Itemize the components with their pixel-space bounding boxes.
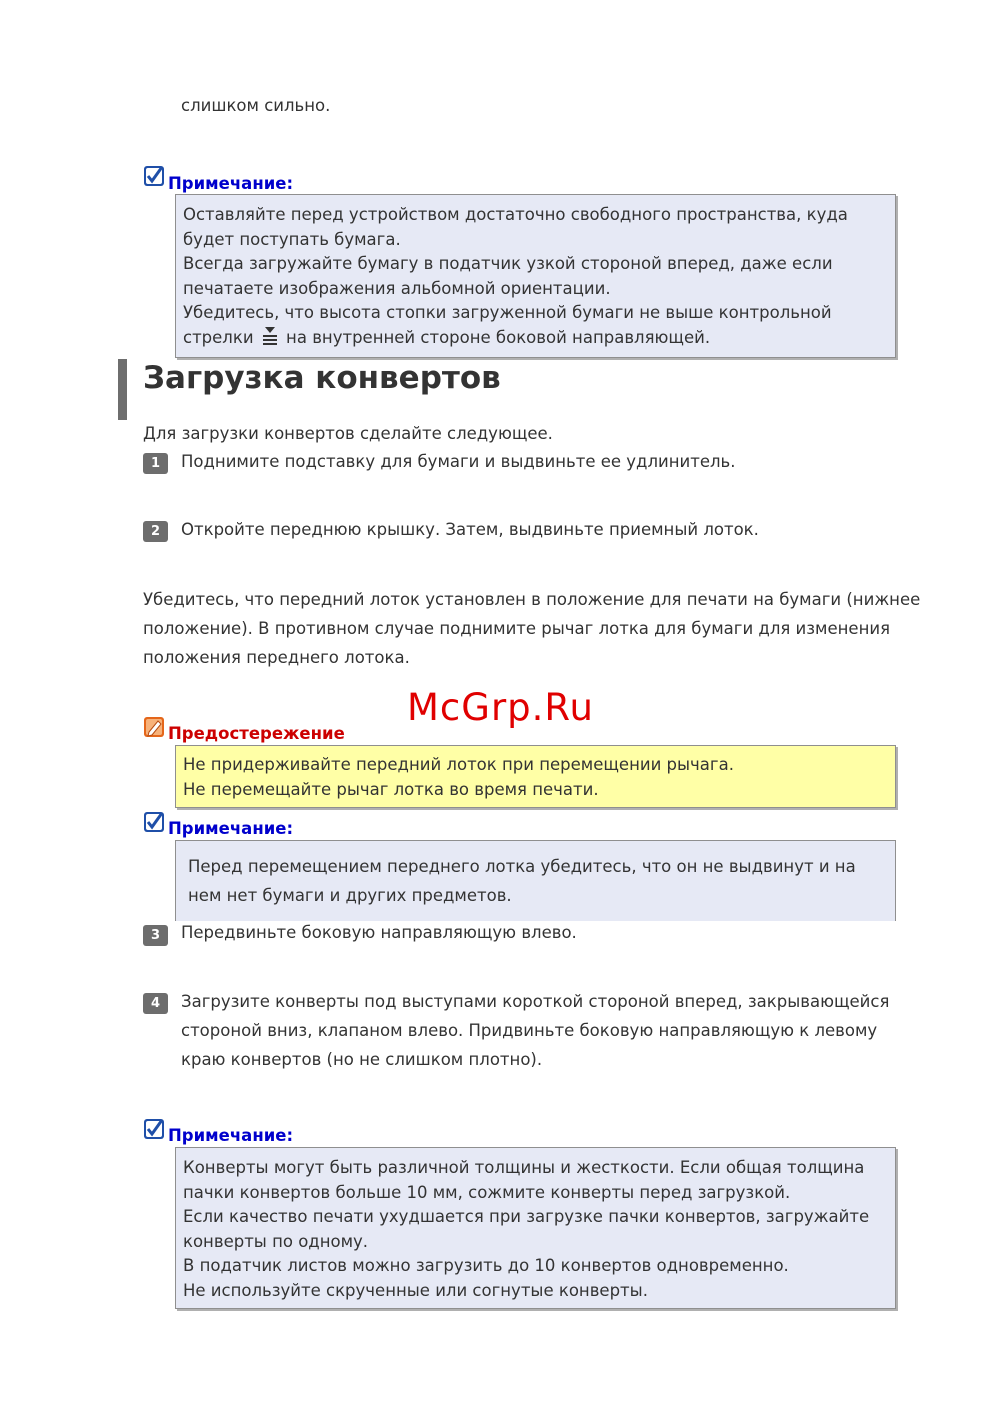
paragraph-line: Убедитесь, что передний лоток установлен в положение для печати на бумаги (нижнее [143,590,921,609]
caution-icon [143,716,165,738]
step-line: стороной вниз, клапаном влево. Придвиньте боковую направляющую к левому [181,1021,878,1040]
step-line: Загрузите конверты под выступами короткой стороной вперед, закрывающейся [181,992,890,1011]
note-line: Конверты могут быть различной толщины и жесткости. Если общая толщина [183,1158,865,1177]
step-text: Откройте переднюю крышку. Затем, выдвиньте приемный лоток. [181,520,759,539]
note-line: нем нет бумаги и других предметов. [188,886,512,905]
continuation-text: слишком сильно. [181,96,331,115]
note-line: Не используйте скрученные или согнутые конверты. [183,1280,648,1300]
caution-line: Не придерживайте передний лоток при перемещении рычага. [183,755,734,774]
checkmark-note-icon [143,1118,165,1140]
note-title: Примечание: [168,1126,294,1145]
note-line-end: на внутренней стороне боковой направляющей. [286,327,711,347]
section-intro: Для загрузки конвертов сделайте следующее. [143,424,553,443]
note-line: конверты по одному. [183,1231,369,1251]
step-line: краю конвертов (но не слишком плотно). [181,1050,543,1069]
note-box [175,1147,896,1309]
note-line: В податчик листов можно загрузить до 10 конвертов одновременно. [183,1256,789,1275]
heading-bar [118,359,127,420]
paper-stack-arrow-icon [261,326,279,346]
note-line [183,326,895,351]
step-text: Поднимите подставку для бумаги и выдвиньте ее удлинитель. [181,452,736,471]
note-line: Перед перемещением переднего лотка убедитесь, что он не выдвинут и на [188,857,856,876]
note-title: Примечание: [168,819,294,838]
watermark: McGrp.Ru [407,686,594,729]
paragraph-line: положение). В противном случае поднимите рычаг лотка для бумаги для изменения [143,619,891,638]
step-number: 3 [143,925,168,946]
note-line: будет поступать бумага. [183,229,401,249]
step-number: 4 [143,993,168,1014]
step-text [181,987,889,1074]
note-line: Оставляйте перед устройством достаточно свободного пространства, куда [183,205,848,224]
info-paragraph [143,585,920,672]
section-heading: Загрузка конвертов [143,360,501,396]
caution-title: Предостережение [168,724,345,743]
caution-box [175,745,896,808]
step-number: 1 [143,453,168,474]
checkmark-note-icon [143,811,165,833]
step-text: Передвиньте боковую направляющую влево. [181,923,577,942]
checkmark-note-icon [143,165,165,187]
note-line: Если качество печати ухудшается при загрузке пачки конвертов, загружайте [183,1207,870,1226]
note-line: Всегда загружайте бумагу в податчик узкой стороной вперед, даже если [183,254,833,273]
paragraph-line: положения переднего лотока. [143,648,410,667]
note-line: пачки конвертов больше 10 мм, сожмите конверты перед загрузкой. [183,1182,791,1202]
note-box [175,840,896,921]
step-number: 2 [143,521,168,542]
note-box [175,194,896,358]
caution-line: Не перемещайте рычаг лотка во время печати. [183,779,599,799]
note-line-start: стрелки [183,327,254,347]
note-line: Убедитесь, что высота стопки загруженной бумаги не выше контрольной [183,303,832,322]
note-title: Примечание: [168,174,294,193]
note-line: печатаете изображения альбомной ориентации. [183,278,611,298]
